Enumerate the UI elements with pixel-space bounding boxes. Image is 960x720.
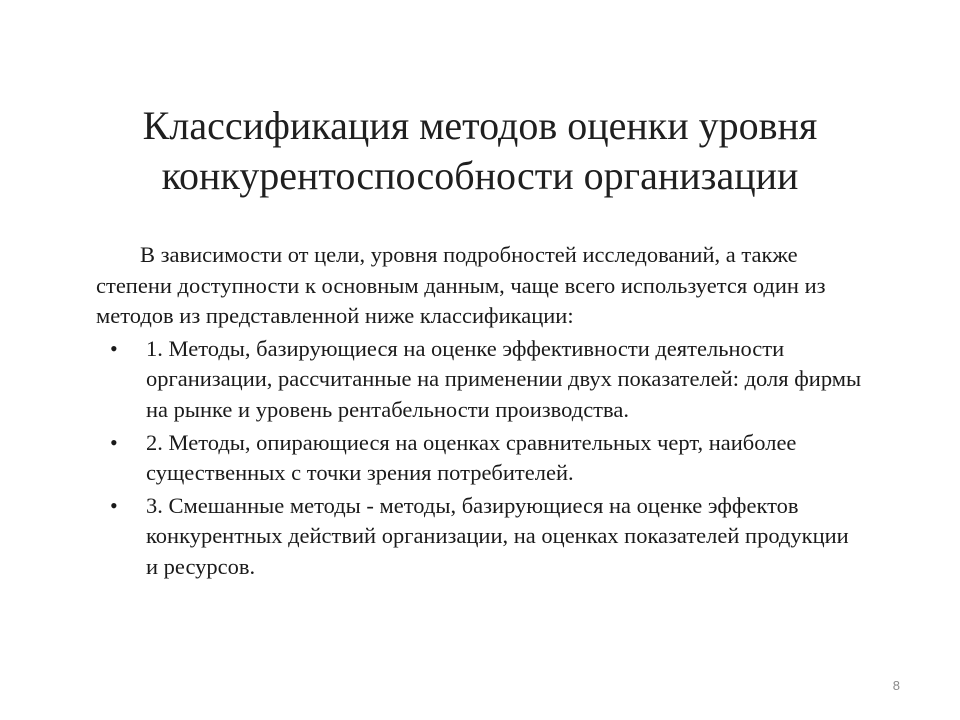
list-item [96, 428, 866, 489]
list-item [96, 491, 866, 583]
list-item-text: 1. Методы, базирующиеся на оценке эффективности деятельности организации, рассчитанные на применении двух показателей: доля фирмы на рынке и уровень рентабельности производства. [146, 335, 862, 422]
bullet-dot-icon: • [110, 335, 118, 361]
slide-title: Классификация методов оценки уровня конкурентоспособности организации [142, 102, 818, 198]
intro-paragraph: В зависимости от цели, уровня подробностей исследований, а также степени доступности к основным данным, чаще всего используется один из методов из представленной ниже классификации: [96, 242, 826, 329]
bullet-dot-icon: • [110, 492, 118, 518]
page-number: 8 [892, 678, 900, 693]
list-item-text: 2. Методы, опирающиеся на оценках сравнительных черт, наиболее существенных с точки зрения потребителей. [146, 429, 797, 486]
bullet-dot-icon: • [110, 429, 118, 455]
slide-body [96, 240, 866, 583]
method-list [96, 334, 866, 583]
list-item-text: 3. Смешанные методы - методы, базирующиеся на оценке эффектов конкурентных действий организации, на оценках показателей продукции и ресурсов. [146, 492, 849, 579]
list-item [96, 334, 866, 426]
